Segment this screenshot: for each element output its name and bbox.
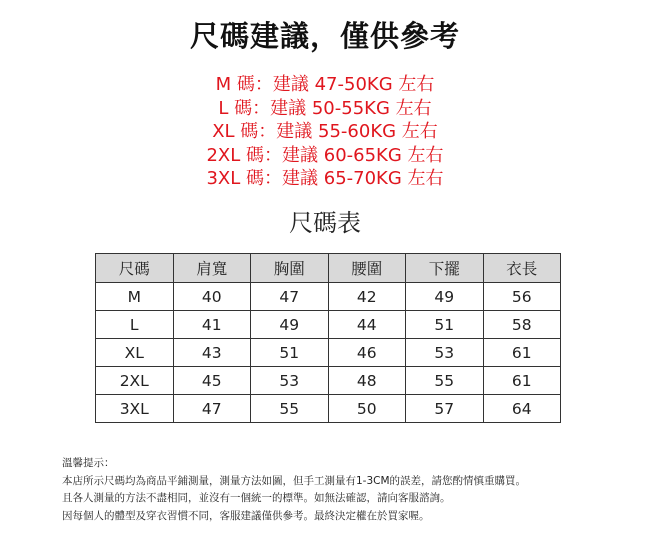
recommendation-size: 2XL 碼 [206, 144, 265, 166]
header-cell-hem: 下擺 [406, 254, 484, 283]
table-cell: 58 [483, 311, 561, 339]
recommendation-separator: ： [264, 168, 283, 189]
recommendation-item [0, 120, 650, 144]
notes-heading: 溫馨提示： [62, 457, 115, 469]
table-cell: 42 [328, 283, 406, 311]
note-line: 本店所示尺碼均為商品平鋪測量，測量方法如圖，但手工測量有1-3CM的誤差，請您酌情慎重購買。 [62, 474, 527, 487]
table-cell: 61 [483, 367, 561, 395]
table-cell: M [96, 283, 174, 311]
recommendation-weight: 建議 60-65KG 左右 [282, 144, 444, 166]
table-cell: 51 [251, 339, 329, 367]
table-cell: 49 [251, 311, 329, 339]
recommendation-item [0, 73, 650, 97]
table-cell: 43 [173, 339, 251, 367]
recommendation-separator: ： [264, 144, 283, 166]
table-row [96, 367, 561, 395]
table-cell: 2XL [96, 367, 174, 395]
table-cell: 3XL [96, 395, 174, 423]
table-cell: 50 [328, 395, 406, 423]
table-cell: L [96, 311, 174, 339]
table-cell: 45 [173, 367, 251, 395]
table-cell: 51 [406, 311, 484, 339]
table-cell: 48 [328, 367, 406, 395]
table-cell: 46 [328, 339, 406, 367]
table-cell: 61 [483, 339, 561, 367]
table-row [96, 339, 561, 367]
recommendation-item [0, 144, 650, 168]
note-line: 且各人測量的方法不盡相同，並沒有一個統一的標準。如無法確認，請向客服諮詢。 [62, 492, 451, 504]
recommendation-weight: 建議 47-50KG 左右 [272, 74, 435, 95]
table-cell: 57 [406, 395, 484, 423]
header-cell-length: 衣長 [483, 254, 561, 283]
table-cell: 41 [173, 311, 251, 339]
page-title: 尺碼建議，僅供參考 [189, 19, 460, 53]
recommendation-size: L 碼 [218, 97, 253, 119]
table-cell: 47 [173, 395, 251, 423]
recommendation-separator: ： [258, 121, 277, 142]
table-cell: 53 [251, 367, 329, 395]
table-cell: 49 [406, 283, 484, 311]
header-cell-waist: 腰圍 [328, 254, 406, 283]
recommendation-weight: 建議 50-55KG 左右 [270, 97, 432, 119]
table-cell: XL [96, 339, 174, 367]
note-line: 因每個人的體型及穿衣習慣不同，客服建議僅供參考。最終決定權在於買家喔。 [62, 509, 430, 522]
table-row [96, 283, 561, 311]
table-row [96, 311, 561, 339]
header-cell-shoulder: 肩寬 [173, 254, 251, 283]
recommendation-size: M 碼 [215, 74, 255, 95]
recommendation-weight: 建議 65-70KG 左右 [282, 168, 444, 189]
table-row [96, 395, 561, 423]
recommendation-size: XL 碼 [212, 121, 259, 142]
table-cell: 55 [251, 395, 329, 423]
header-cell-size: 尺碼 [96, 254, 174, 283]
table-cell: 64 [483, 395, 561, 423]
table-cell: 56 [483, 283, 561, 311]
table-cell: 47 [251, 283, 329, 311]
size-chart-table [95, 253, 561, 423]
header-cell-chest: 胸圍 [251, 254, 329, 283]
recommendation-item [0, 167, 650, 191]
table-cell: 53 [406, 339, 484, 367]
notes-section [62, 455, 642, 525]
recommendation-size: 3XL 碼 [206, 168, 265, 189]
recommendation-weight: 建議 55-60KG 左右 [276, 121, 438, 142]
table-cell: 55 [406, 367, 484, 395]
size-chart-title: 尺碼表 [289, 209, 361, 237]
table-cell: 44 [328, 311, 406, 339]
table-header-row [96, 254, 561, 283]
size-recommendation-list [0, 73, 650, 191]
table-cell: 40 [173, 283, 251, 311]
recommendation-separator: ： [254, 74, 273, 95]
recommendation-separator: ： [252, 97, 271, 119]
recommendation-item [0, 97, 650, 121]
